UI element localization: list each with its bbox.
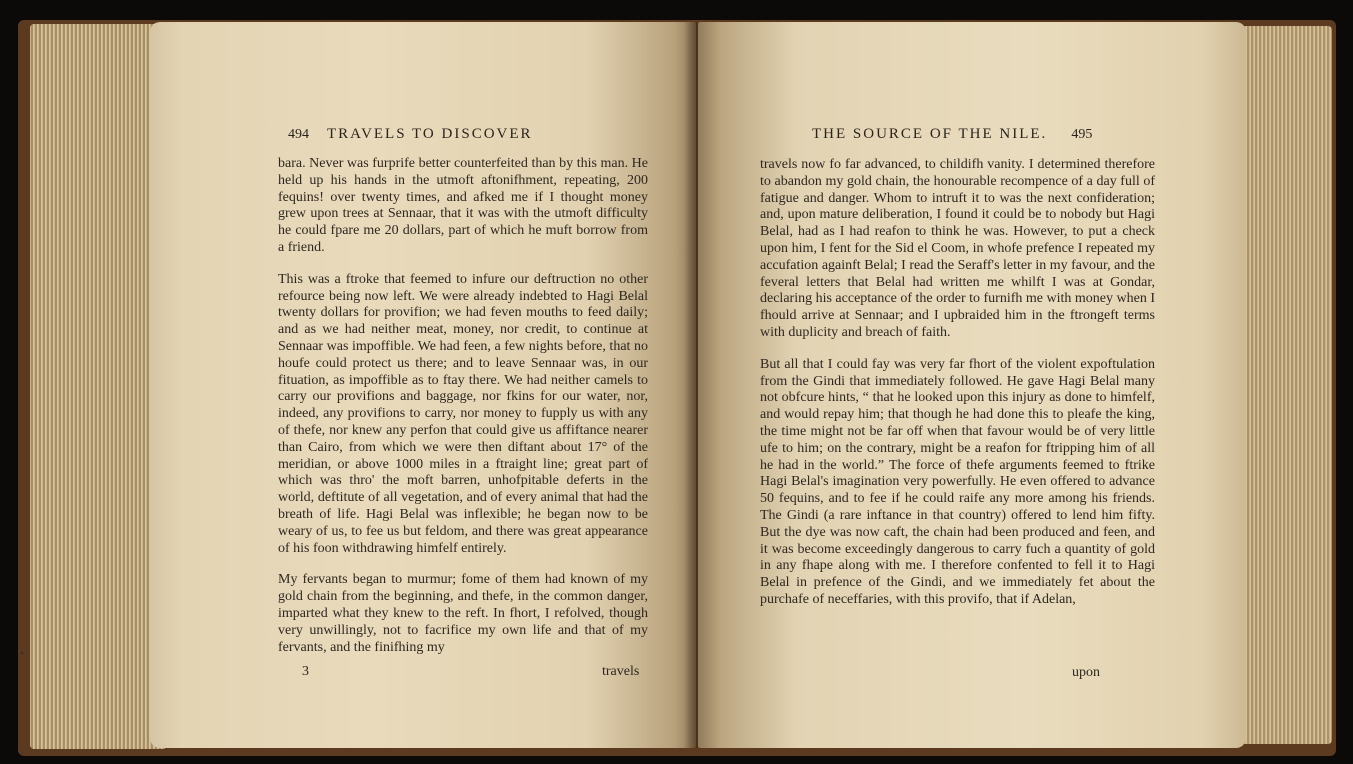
right-page-number: 495 xyxy=(1071,127,1093,142)
left-page-edges xyxy=(30,24,165,749)
left-page-body xyxy=(278,156,648,656)
margin-dot: • xyxy=(20,646,25,660)
right-running-head xyxy=(812,126,1092,143)
left-catchword: travels xyxy=(602,664,640,679)
left-page-number: 494 xyxy=(288,127,309,142)
left-paragraph-2: This was a ftroke that feemed to infure our deftruction no other refource being now left. We were already indebted to Hagi Belal twenty dollars for provifion; we had feven mouths to feed daily; and as we had neither meat, money, nor credit, to continue at Sennaar was impoffible. We had feen, a few nights before, that no houfe could protect us there; and to leave Sennaar was, in our fituation, as impoffible as to ftay there. We had neither camels to carry our provifions and baggage, nor fkins for our water, nor, indeed, any provifions to carry, nor money to fupply us with any of thefe, nor knew any perfon that could give us affiftance nearer than Cairo, from which we were then diftant about 17° of the meridian, or above 1000 miles in a ftraight line; great part of which was thro' the moft barren, unhofpitable deferts in the world, deftitute of all vegetation, and of every animal that had the breath of life. Hagi Belal was inflexible; he began now to be weary of us, to fee us but feldom, and there was great appearance of his foon withdrawing himfelf entirely. xyxy=(278,271,648,556)
right-paragraph-1: travels now fo far advanced, to childifh vanity. I determined therefore to abandon my gold chain, the honourable recompence of a day full of fatigue and danger. Whom to intruft it to was the next confideration; and, upon mature deliberation, I found it could be to nobody but Hagi Belal, had as I had reafon to think he was. However, to put a check upon him, I fent for the Sid el Coom, in whofe prefence I repeated my accufation againft Belal; I read the Seraff's letter in my favour, and the feveral letters that Belal had written me whilft I was at Gondar, declaring his acceptance of the order to furnifh me with money when I fhould arrive at Sennaar; and I upbraided him in the ftrongeft terms with duplicity and breach of faith. xyxy=(760,157,1155,340)
left-page xyxy=(150,22,696,748)
left-running-head-title: TRAVELS TO DISCOVER xyxy=(327,126,533,142)
right-page-body xyxy=(760,157,1155,609)
left-paragraph-3: My fervants began to murmur; fome of them had known of my gold chain from the beginning, and thefe, in the common danger, imparted what they knew to the reft. In fhort, I refolved, though very unwillingly, not to facrifice my own life and that of my fervants, and the finifhing my xyxy=(278,572,648,655)
right-running-head-title: THE SOURCE OF THE NILE. xyxy=(812,126,1048,142)
left-running-head xyxy=(288,126,533,143)
right-catchword: upon xyxy=(1072,665,1100,680)
right-paragraph-2: But all that I could fay was very far fhort of the violent expoftulation from the Gindi that immediately followed. He gave Hagi Belal many not obfcure hints, “ that he looked upon this injury as done to himfelf, and would repay him; that though he had done this to pleafe the king, the time might not be far off when that favour would be of very little ufe to him; on the contrary, might be a reafon for ftripping him of all he had in the world.” The force of thefe arguments feemed to ftrike Hagi Belal's imagination very powerfully. He even offered to advance 50 fequins, and to fee if he could raife any more among his friends. The Gindi (a rare inftance in that country) offered to lend him fifty. But the dye was now caft, the chain had been produced and feen, and it was become exceedingly dangerous to carry fuch a quantity of gold in any fhape along with me. I therefore confented to fell it to Hagi Belal in prefence of the Gindi, and we immediately fet about the purchafe of neceffaries, with this provifo, that if Adelan, xyxy=(760,356,1155,607)
left-paragraph-1: bara. Never was furprife better counterfeited than by this man. He held up his hands in the utmoft aftonifhment, repeating, 200 fequins! over twenty times, and afked me if I thought money grew upon trees at Sennaar, that it was with the utmoft difficulty he could fpare me 20 dollars, part of which he muft borrow from a friend. xyxy=(278,156,648,255)
signature-mark: 3 xyxy=(302,664,309,679)
right-page xyxy=(698,22,1246,748)
